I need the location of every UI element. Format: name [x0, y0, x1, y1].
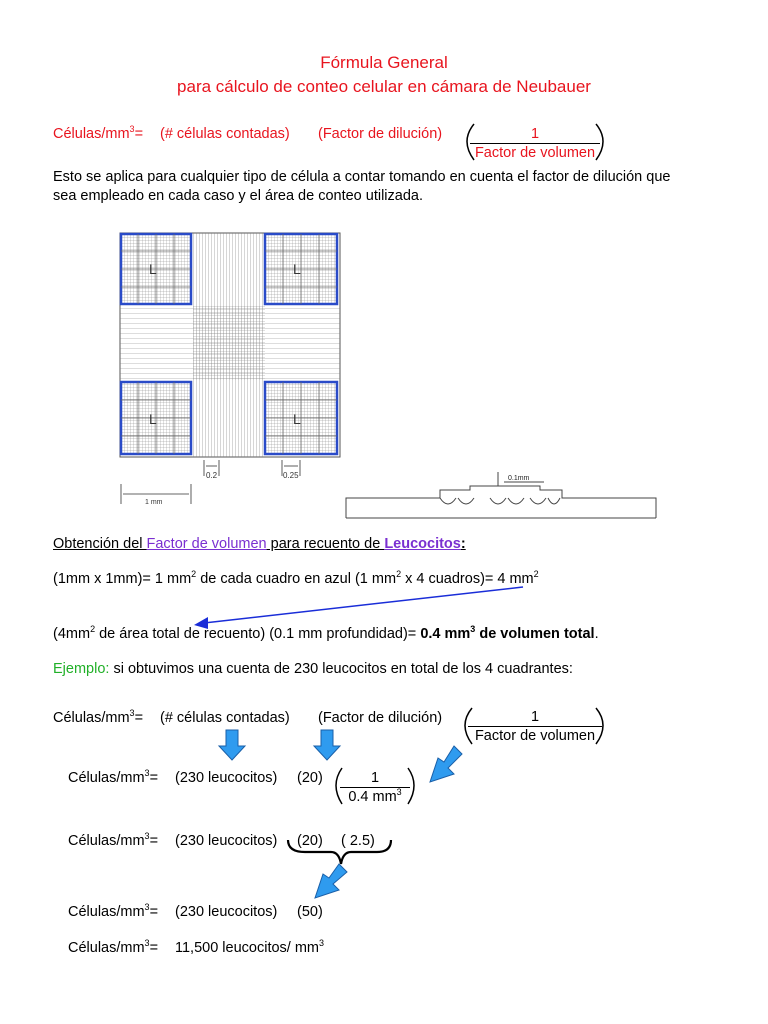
example-formula-parentheses: [458, 706, 618, 748]
general-formula-parentheses: [460, 122, 620, 164]
diagonal-arrow-icon-2: [313, 862, 353, 902]
step2-term3: ( 2.5): [341, 833, 375, 849]
description-line-2: sea empleado en cada caso y el área de conteo utilizada.: [53, 188, 423, 204]
description-line-1: Esto se aplica para cualquier tipo de célula a contar tomando en cuenta el factor de dilución que: [53, 169, 671, 185]
general-formula-term1: (# células contadas): [160, 126, 290, 142]
result-value: 11,500 leucocitos/ $mm^3$: [175, 938, 325, 956]
example-intro: Ejemplo: si obtuvimos una cuenta de 230 leucocitos en total de los 4 cuadrantes:: [53, 661, 573, 677]
down-arrow-icon-2: [313, 730, 343, 762]
obtencion-heading: Obtención del Factor de volumen para recuento de Leucocitos:: [53, 536, 466, 552]
down-arrow-icon-1: [218, 730, 248, 762]
step2-lhs: Células/$mm^3=$: [68, 831, 159, 849]
dim-label-1mm: 1 mm: [145, 499, 163, 506]
step2-term1: (230 leucocitos): [175, 833, 278, 849]
general-formula-fraction: 1 Factor de volumen: [470, 126, 600, 161]
dim-label-0-2: 0.2: [206, 471, 218, 480]
example-formula-lhs: Células/$mm^3=$: [53, 708, 144, 726]
neubauer-grid-diagram: [115, 228, 350, 508]
step3-term2: (50): [297, 904, 323, 920]
general-formula-lhs: Células/$mm^3=$: [53, 124, 144, 142]
general-formula-term2: (Factor de dilución): [318, 126, 443, 142]
step1-term1: (230 leucocitos): [175, 770, 278, 786]
step3-term1: (230 leucocitos): [175, 904, 278, 920]
area-calculation: (1mm x 1mm)= 1 $mm^2$ de cada cuadro en azul (1 $mm^2$ x 4 cuadros)= 4 $mm^2$: [53, 569, 539, 587]
step1-term2: (20): [297, 770, 323, 786]
quadrant-label-br: L: [293, 411, 301, 427]
step1-fraction: $\frac{1}{0.4 mm^3}$: [340, 770, 410, 805]
example-formula-term2: (Factor de dilución): [318, 710, 443, 726]
quadrant-label-tl: L: [149, 261, 157, 277]
diagonal-arrow-icon-1: [426, 744, 466, 786]
depth-label: 0.1mm: [508, 475, 530, 482]
title-line-1: Fórmula General: [320, 53, 448, 72]
quadrant-label-tr: L: [293, 261, 301, 277]
step3-lhs: Células/$mm^3=$: [68, 902, 159, 920]
step1-lhs: Células/$mm^3=$: [68, 768, 159, 786]
quadrant-label-bl: L: [149, 411, 157, 427]
volume-calculation: ($4mm^2$ de área total de recuento) (0.1 mm profundidad)= 0.4 $mm^3$ de volumen total.: [53, 624, 599, 642]
result-lhs: Células/$mm^3=$: [68, 938, 159, 956]
title-line-2: para cálculo de conteo celular en cámara de Neubauer: [177, 77, 591, 96]
example-formula-term1: (# células contadas): [160, 710, 290, 726]
example-formula-fraction: 1 Factor de volumen: [468, 709, 602, 744]
chamber-cross-section: [340, 468, 660, 522]
dim-label-0-25: 0.25: [283, 471, 299, 480]
step2-term2: (20): [297, 833, 323, 849]
step1-parentheses: [330, 766, 420, 808]
